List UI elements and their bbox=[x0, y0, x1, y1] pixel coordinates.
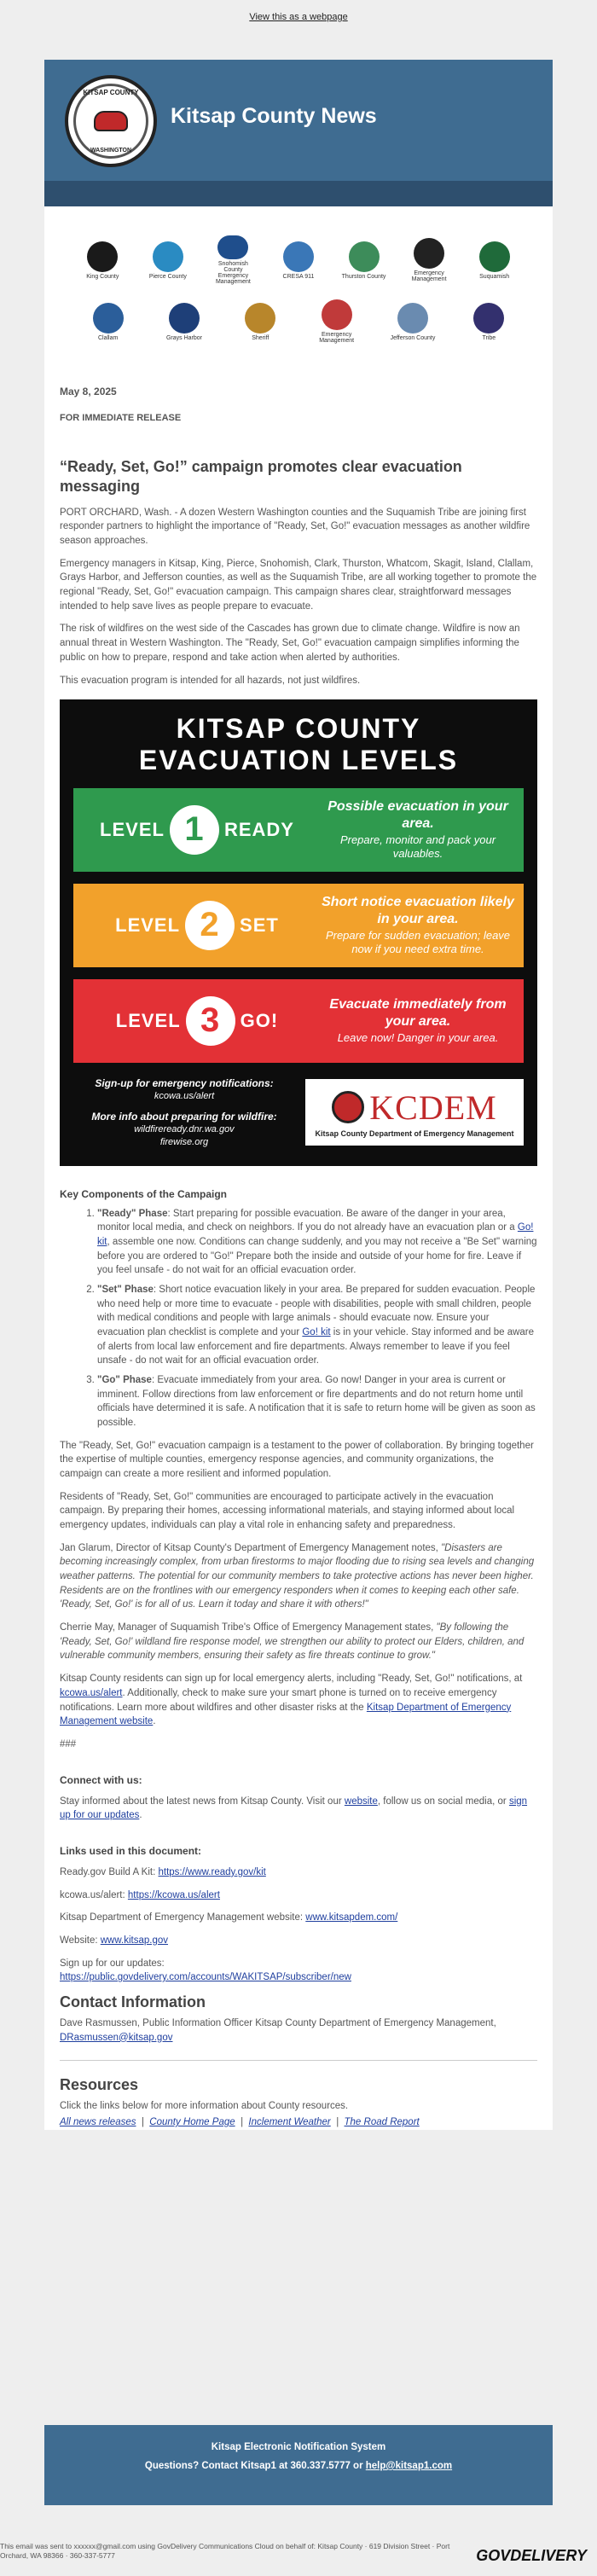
evacuation-levels-graphic bbox=[60, 699, 537, 1166]
graphic-title-line2: EVACUATION LEVELS bbox=[138, 744, 459, 775]
govdelivery-logo: GOVDELIVERY bbox=[476, 2547, 587, 2564]
newsletter-title: Kitsap County News bbox=[171, 104, 377, 128]
orca-icon bbox=[94, 111, 128, 131]
partner-logos bbox=[44, 206, 553, 367]
seal-icon bbox=[332, 1091, 364, 1123]
list-item: 1. "Ready" Phase: Start preparing for possible evacuation. Be aware of the danger in your area, monitor local media, and check on neighbors. If you do not already have an evacuation plan or a Go! kit, assemble one now. Conditions can change suddenly, and you may not receive a "Be Set" warning before you are ordered to "Go!" Prepare both the inside and outside of your home for fire. Leave if you feel unsafe - do not wait for an official evacuation order. bbox=[97, 1207, 537, 1278]
email-container bbox=[44, 60, 553, 2130]
paragraph: Jan Glarum, Director of Kitsap County's Department of Emergency Management notes, "Disasters are becoming increasingly complex, from urban firestorms to major flooding due to rising sea levels and changing weather patterns. The potential for our community members to take protective actions has never been higher. Residents are on the frontlines with our emergency responders when it comes to keeping each other safe. 'Ready, Set, Go!' is for all of us. Learn it today and share it with others!" bbox=[60, 1542, 535, 1610]
alert-link[interactable]: kcowa.us/alert bbox=[60, 1687, 123, 1698]
kcowa-alert-link[interactable]: https://kcowa.us/alert bbox=[127, 1889, 220, 1900]
kitsap-dem-link[interactable]: Kitsap Department of Emergency Management website bbox=[60, 1702, 512, 1727]
paragraph: Kitsap County residents can sign up for local emergency alerts, including "Ready, Set, Go!" notifications, at kcowa.us/alert. Additionally, check to make sure your smart phone is turned on to receive emergency notifications. Learn more about wildfires and other disaster risks at the Kitsap Department of Emergency Management website. bbox=[60, 1674, 523, 1727]
partner-logo: Pierce County bbox=[143, 235, 193, 285]
divider bbox=[60, 2060, 537, 2061]
link-line: Sign up for our updates: https://public.govdelivery.com/accounts/WAKITSAP/subscriber/new bbox=[60, 1958, 351, 1983]
partner-logo: Emergency Management bbox=[312, 297, 362, 346]
partner-logo: King County bbox=[78, 235, 127, 285]
signup-link[interactable]: sign up for our updates bbox=[60, 1796, 528, 1821]
resources-heading: Resources bbox=[60, 2076, 139, 2094]
level-2-set: LEVEL 2 SET Short notice evacuation likely in your area. Prepare for sudden evacuation; leave now if you need extra time. bbox=[73, 884, 524, 967]
paragraph: Emergency managers in Kitsap, King, Pierce, Snohomish, Clark, Thurston, Whatcom, Skagit, Island, Clallam, Grays Harbor, and Jefferson counties, as well as the Suquamish Tribe, are all working together to promote the regional "Ready, Set, Go!" evacuation campaign. This campaign shares clear, straightforward messages intended to help save lives as people prepare to evacuate. bbox=[60, 558, 537, 612]
all-news-releases-link[interactable]: All news releases bbox=[60, 2116, 136, 2127]
county-home-page-link[interactable]: County Home Page bbox=[149, 2116, 235, 2127]
partner-logo: Grays Harbor bbox=[159, 297, 209, 346]
release-label: FOR IMMEDIATE RELEASE bbox=[60, 413, 182, 423]
campaign-phases-list bbox=[60, 1207, 537, 1430]
view-as-webpage-link[interactable]: View this as a webpage bbox=[249, 12, 348, 22]
road-report-link[interactable]: The Road Report bbox=[344, 2116, 420, 2127]
link-line: Website: www.kitsap.gov bbox=[60, 1935, 168, 1946]
footer-title: Kitsap Electronic Notification System bbox=[211, 2442, 386, 2452]
kitsapdem-link[interactable]: www.kitsapdem.com/ bbox=[305, 1912, 398, 1923]
footer-banner bbox=[44, 2425, 553, 2505]
graphic-title-line1: KITSAP COUNTY bbox=[176, 713, 421, 745]
level-number: 2 bbox=[185, 901, 235, 950]
kitsap-county-seal-logo bbox=[65, 75, 157, 167]
partner-logo: CRESA 911 bbox=[274, 235, 323, 285]
ready-gov-link[interactable]: https://www.ready.gov/kit bbox=[158, 1866, 266, 1877]
contact-text: Dave Rasmussen, Public Information Officer Kitsap County Department of Emergency Management, DRasmussen@kitsap.gov bbox=[60, 2017, 496, 2043]
govdelivery-subscribe-link[interactable]: https://public.govdelivery.com/accounts/WAKITSAP/subscriber/new bbox=[60, 1972, 351, 1983]
link-line: kcowa.us/alert: https://kcowa.us/alert bbox=[60, 1889, 220, 1900]
headline: “Ready, Set, Go!” campaign promotes clear evacuation messaging bbox=[60, 458, 462, 496]
components-heading: Key Components of the Campaign bbox=[60, 1187, 228, 1200]
link-line: Ready.gov Build A Kit: https://www.ready.gov/kit bbox=[60, 1866, 266, 1877]
partner-logo: Jefferson County bbox=[388, 297, 438, 346]
footer-contact: Questions? Contact Kitsap1 at 360.337.5777 or help@kitsap1.com bbox=[144, 2461, 453, 2471]
list-item: 3. "Go" Phase: Evacuate immediately from your area. Go now! Danger in your area is current or imminent. Follow directions from law enforcement or fire departments and do not return home until officials have determined it is safe. A notification that it is safe to return home will be given as soon as possible. bbox=[97, 1373, 537, 1430]
release-date: May 8, 2025 bbox=[60, 386, 117, 397]
paragraph: This evacuation program is intended for all hazards, not just wildfires. bbox=[60, 675, 361, 686]
seal-bottom-text: WASHINGTON bbox=[90, 148, 132, 154]
website-link[interactable]: website bbox=[344, 1796, 378, 1807]
level-1-ready: LEVEL 1 READY Possible evacuation in your area. Prepare, monitor and pack your valuables. bbox=[73, 788, 524, 872]
partner-logo: Tribe bbox=[464, 297, 513, 346]
list-item: 2. "Set" Phase: Short notice evacuation likely in your area. Be prepared for sudden evacuation. People who need help or more time to evacuate - people with disabilities, people with small children, people with medical conditions and people with large animals - should evacuate now. Ensure your evacuation plan checklist is complete and your Go! kit is in your vehicle. Stay informed and be aware of alerts from local law enforcement and fire departments. Always remember to leave if you feel unsafe - do not wait for an official evacuation order. bbox=[97, 1283, 537, 1368]
resources-text: Click the links below for more information about County resources. bbox=[60, 2101, 349, 2112]
resources-links: All news releases | County Home Page | Inclement Weather | The Road Report bbox=[60, 2116, 420, 2127]
go-kit-link[interactable]: Go! kit bbox=[97, 1222, 534, 1248]
level-3-go: LEVEL 3 GO! Evacuate immediately from your area. Leave now! Danger in your area. bbox=[73, 979, 524, 1063]
partner-logo: Snohomish County Emergency Management bbox=[208, 235, 258, 285]
kitsap-gov-link[interactable]: www.kitsap.gov bbox=[100, 1935, 168, 1946]
inclement-weather-link[interactable]: Inclement Weather bbox=[248, 2116, 331, 2127]
top-bar bbox=[0, 0, 597, 34]
sheriff-star-icon: Sheriff bbox=[235, 297, 285, 346]
paragraph: PORT ORCHARD, Wash. - A dozen Western Washington counties and the Suquamish Tribe are joining first responder partners to highlight the importance of "Ready, Set, Go!" evacuation messages as another wildfire season approaches. bbox=[60, 507, 530, 547]
partner-logo: Thurston County bbox=[339, 235, 389, 285]
go-kit-link[interactable]: Go! kit bbox=[302, 1327, 331, 1338]
level-number: 3 bbox=[186, 996, 235, 1046]
kcdem-logo: KCDEM Kitsap County Department of Emergency Management bbox=[305, 1079, 524, 1146]
article-content bbox=[44, 386, 553, 2130]
paragraph: The risk of wildfires on the west side of the Cascades has grown due to climate change. Wildfire is now an annual threat in Western Washington. The "Ready, Set, Go!" evacuation campaign simplifies informing the public on how to prepare, respond and take action when alerted by authorities. bbox=[60, 624, 520, 663]
partner-logo: Clallam bbox=[84, 297, 133, 346]
end-marker: ### bbox=[60, 1738, 77, 1749]
paragraph: Stay informed about the latest news from Kitsap County. Visit our website, follow us on social media, or sign up for our updates. bbox=[60, 1796, 528, 1821]
contact-email-link[interactable]: DRasmussen@kitsap.gov bbox=[60, 2032, 173, 2043]
paragraph: The "Ready, Set, Go!" evacuation campaign is a testament to the power of collaboration. By bringing together the expertise of multiple counties, emergency response agencies, and community organizations, the campaign can create a more resilient and informed population. bbox=[60, 1440, 534, 1480]
level-number: 1 bbox=[170, 805, 219, 855]
help-email-link[interactable]: help@kitsap1.com bbox=[365, 2461, 453, 2471]
header-banner bbox=[44, 60, 553, 206]
partner-logo: Emergency Management bbox=[404, 235, 454, 285]
legal-text: This email was sent to xxxxxx@gmail.com using GovDelivery Communications Cloud on behalf of: Kitsap County · 619 Division Street · Port Orchard, WA 98366 · 360-337-5777 bbox=[0, 2542, 450, 2561]
paragraph: Cherrie May, Manager of Suquamish Tribe's Office of Emergency Management states, "By following the 'Ready, Set, Go!' wildland fire response model, we strengthen our ability to protect our Elders, children, and vulnerable community members, ensuring their safety as fire threats continue to grow." bbox=[60, 1622, 525, 1662]
link-line: Kitsap Department of Emergency Management website: www.kitsapdem.com/ bbox=[60, 1912, 398, 1923]
partner-logo: Suquamish bbox=[470, 235, 519, 285]
connect-heading: Connect with us: bbox=[60, 1773, 142, 1786]
seal-top-text: KITSAP COUNTY bbox=[83, 89, 139, 96]
contact-heading: Contact Information bbox=[60, 1993, 206, 2010]
links-heading: Links used in this document: bbox=[60, 1844, 202, 1857]
paragraph: Residents of "Ready, Set, Go!" communities are encouraged to participate actively in the evacuation campaign. By preparing their homes, accessing informational materials, and staying informed about local emergency updates, individuals can play a vital role in enhancing safety and preparedness. bbox=[60, 1491, 515, 1531]
graphic-signup-info: Sign-up for emergency notifications: kcowa.us/alert More info about preparing for wildfire: wildfireready.dnr.wa.gov firewise.org bbox=[91, 1076, 277, 1147]
